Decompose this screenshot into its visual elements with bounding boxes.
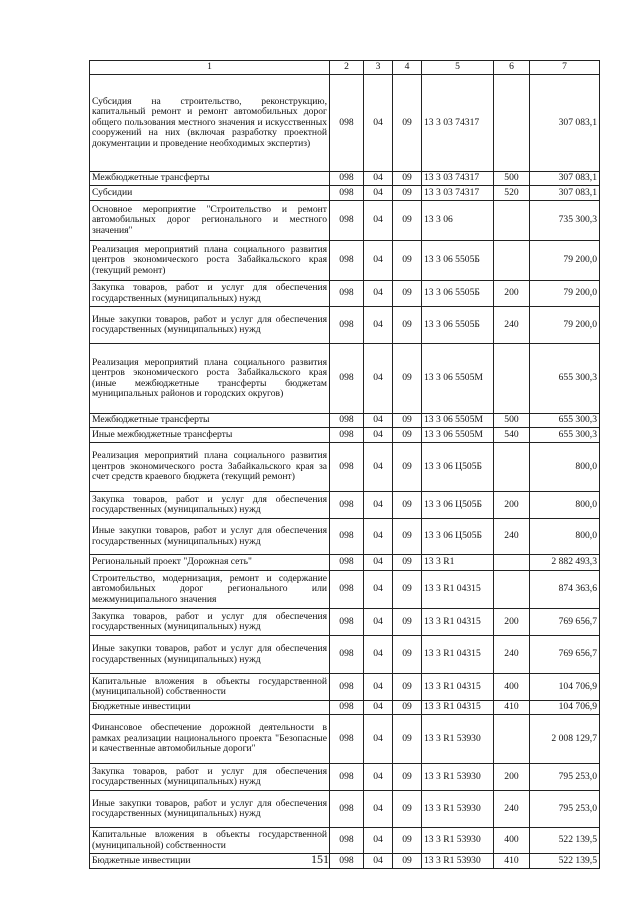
row-amount: 795 253,0 <box>530 791 600 828</box>
table-row <box>90 75 600 172</box>
row-subsection-code: 09 <box>393 307 422 344</box>
row-expense-type: 500 <box>494 172 530 186</box>
row-amount: 104 706,9 <box>530 674 600 701</box>
table-row <box>90 281 600 307</box>
row-name: Закупка товаров, работ и услуг для обеспечения государственных (муниципальных) нужд <box>90 764 330 791</box>
row-amount: 2 008 129,7 <box>530 715 600 764</box>
table-row <box>90 201 600 241</box>
row-amount: 655 300,3 <box>530 414 600 428</box>
row-subsection-code: 09 <box>393 443 422 492</box>
row-amount: 769 656,7 <box>530 636 600 674</box>
row-name: Реализация мероприятий плана социального развития центров экономического роста Забайкальского края (иные межбюджетные трансферты бюджетам муниципальных районов и городских округов) <box>90 344 330 414</box>
table-row <box>90 172 600 186</box>
row-subsection-code: 09 <box>393 791 422 828</box>
row-section-code: 04 <box>364 519 393 555</box>
row-name: Финансовое обеспечение дорожной деятельности в рамках реализации национального проекта "Безопасные и качественные автомобильные дороги" <box>90 715 330 764</box>
row-target-article: 13 3 06 5505Б <box>422 281 494 307</box>
budget-table <box>89 60 600 869</box>
row-name: Иные закупки товаров, работ и услуг для обеспечения государственных (муниципальных) нужд <box>90 519 330 555</box>
row-section-code: 04 <box>364 828 393 854</box>
table-row <box>90 609 600 636</box>
table-row <box>90 701 600 715</box>
table-row <box>90 492 600 519</box>
table-row <box>90 428 600 443</box>
row-amount: 79 200,0 <box>530 307 600 344</box>
row-target-article: 13 3 R1 04315 <box>422 571 494 609</box>
row-expense-type: 240 <box>494 519 530 555</box>
row-target-article: 13 3 R1 04315 <box>422 636 494 674</box>
row-section-code: 04 <box>364 492 393 519</box>
row-section-code: 04 <box>364 791 393 828</box>
row-section-code: 04 <box>364 636 393 674</box>
row-ministry-code: 098 <box>330 674 364 701</box>
row-amount: 874 363,6 <box>530 571 600 609</box>
row-section-code: 04 <box>364 201 393 241</box>
row-expense-type: 540 <box>494 428 530 443</box>
row-name: Межбюджетные трансферты <box>90 414 330 428</box>
row-subsection-code: 09 <box>393 75 422 172</box>
row-amount: 800,0 <box>530 492 600 519</box>
row-section-code: 04 <box>364 307 393 344</box>
row-section-code: 04 <box>364 715 393 764</box>
row-amount: 655 300,3 <box>530 344 600 414</box>
row-ministry-code: 098 <box>330 241 364 281</box>
row-section-code: 04 <box>364 555 393 571</box>
row-expense-type: 200 <box>494 764 530 791</box>
row-amount: 800,0 <box>530 443 600 492</box>
table-row <box>90 555 600 571</box>
row-ministry-code: 098 <box>330 186 364 201</box>
table-row <box>90 715 600 764</box>
row-ministry-code: 098 <box>330 75 364 172</box>
row-amount: 655 300,3 <box>530 428 600 443</box>
row-name: Строительство, модернизация, ремонт и содержание автомобильных дорог регионального или межмуниципального значения <box>90 571 330 609</box>
row-expense-type: 240 <box>494 307 530 344</box>
row-target-article: 13 3 06 Ц505Б <box>422 492 494 519</box>
row-target-article: 13 3 R1 04315 <box>422 701 494 715</box>
row-name: Бюджетные инвестиции <box>90 701 330 715</box>
row-name: Реализация мероприятий плана социального развития центров экономического роста Забайкальского края (текущий ремонт) <box>90 241 330 281</box>
row-target-article: 13 3 06 5505Б <box>422 307 494 344</box>
row-target-article: 13 3 06 5505М <box>422 428 494 443</box>
row-ministry-code: 098 <box>330 344 364 414</box>
row-section-code: 04 <box>364 414 393 428</box>
table-row <box>90 791 600 828</box>
row-ministry-code: 098 <box>330 443 364 492</box>
row-subsection-code: 09 <box>393 636 422 674</box>
row-name: Иные закупки товаров, работ и услуг для обеспечения государственных (муниципальных) нужд <box>90 307 330 344</box>
row-name: Реализация мероприятий плана социального развития центров экономического роста Забайкальского края за счет средств краевого бюджета (текущий ремонт) <box>90 443 330 492</box>
row-target-article: 13 3 R1 04315 <box>422 674 494 701</box>
table-row <box>90 519 600 555</box>
row-subsection-code: 09 <box>393 186 422 201</box>
row-target-article: 13 3 R1 53930 <box>422 791 494 828</box>
row-ministry-code: 098 <box>330 701 364 715</box>
row-section-code: 04 <box>364 344 393 414</box>
table-row <box>90 764 600 791</box>
row-name: Субсидии <box>90 186 330 201</box>
row-ministry-code: 098 <box>330 555 364 571</box>
row-name: Капитальные вложения в объекты государственной (муниципальной) собственности <box>90 674 330 701</box>
row-ministry-code: 098 <box>330 201 364 241</box>
row-amount: 307 083,1 <box>530 186 600 201</box>
row-amount: 522 139,5 <box>530 828 600 854</box>
row-amount: 800,0 <box>530 519 600 555</box>
table-row <box>90 414 600 428</box>
row-amount: 769 656,7 <box>530 609 600 636</box>
row-subsection-code: 09 <box>393 828 422 854</box>
row-subsection-code: 09 <box>393 715 422 764</box>
row-expense-type: 240 <box>494 791 530 828</box>
table-row <box>90 828 600 854</box>
row-subsection-code: 09 <box>393 764 422 791</box>
table-row <box>90 307 600 344</box>
row-section-code: 04 <box>364 701 393 715</box>
row-name: Межбюджетные трансферты <box>90 172 330 186</box>
table-row <box>90 443 600 492</box>
table-body <box>90 75 600 869</box>
row-expense-type <box>494 715 530 764</box>
row-target-article: 13 3 03 74317 <box>422 186 494 201</box>
row-subsection-code: 09 <box>393 555 422 571</box>
row-ministry-code: 098 <box>330 571 364 609</box>
row-amount: 2 882 493,3 <box>530 555 600 571</box>
column-header-amount: 7 <box>530 61 600 75</box>
row-target-article: 13 3 06 Ц505Б <box>422 519 494 555</box>
row-amount: 735 300,3 <box>530 201 600 241</box>
row-expense-type: 240 <box>494 636 530 674</box>
row-target-article: 13 3 03 74317 <box>422 75 494 172</box>
row-expense-type: 200 <box>494 492 530 519</box>
row-target-article: 13 3 R1 53930 <box>422 828 494 854</box>
row-amount: 79 200,0 <box>530 241 600 281</box>
row-name: Закупка товаров, работ и услуг для обеспечения государственных (муниципальных) нужд <box>90 609 330 636</box>
row-ministry-code: 098 <box>330 307 364 344</box>
row-subsection-code: 09 <box>393 701 422 715</box>
row-subsection-code: 09 <box>393 492 422 519</box>
row-section-code: 04 <box>364 428 393 443</box>
row-expense-type <box>494 443 530 492</box>
table-row <box>90 636 600 674</box>
row-name: Закупка товаров, работ и услуг для обеспечения государственных (муниципальных) нужд <box>90 281 330 307</box>
table-row <box>90 241 600 281</box>
row-name: Бюджетные инвестиции <box>90 854 330 869</box>
column-header-section: 3 <box>364 61 393 75</box>
row-expense-type: 400 <box>494 828 530 854</box>
row-target-article: 13 3 06 5505М <box>422 344 494 414</box>
row-expense-type: 520 <box>494 186 530 201</box>
row-section-code: 04 <box>364 186 393 201</box>
row-ministry-code: 098 <box>330 791 364 828</box>
row-subsection-code: 09 <box>393 428 422 443</box>
row-expense-type <box>494 201 530 241</box>
row-name: Иные закупки товаров, работ и услуг для обеспечения государственных (муниципальных) нужд <box>90 636 330 674</box>
row-expense-type: 200 <box>494 281 530 307</box>
table-header-row <box>90 61 600 75</box>
row-expense-type: 400 <box>494 674 530 701</box>
row-expense-type: 410 <box>494 701 530 715</box>
row-amount: 79 200,0 <box>530 281 600 307</box>
row-section-code: 04 <box>364 172 393 186</box>
row-ministry-code: 098 <box>330 172 364 186</box>
row-subsection-code: 09 <box>393 609 422 636</box>
row-subsection-code: 09 <box>393 674 422 701</box>
row-subsection-code: 09 <box>393 519 422 555</box>
row-expense-type: 500 <box>494 414 530 428</box>
row-target-article: 13 3 R1 53930 <box>422 764 494 791</box>
row-expense-type: 410 <box>494 854 530 869</box>
table-row <box>90 571 600 609</box>
row-section-code: 04 <box>364 764 393 791</box>
row-target-article: 13 3 R1 <box>422 555 494 571</box>
row-subsection-code: 09 <box>393 344 422 414</box>
row-name: Иные закупки товаров, работ и услуг для обеспечения государственных (муниципальных) нужд <box>90 791 330 828</box>
row-target-article: 13 3 06 5505М <box>422 414 494 428</box>
row-expense-type <box>494 344 530 414</box>
column-header-ministry: 2 <box>330 61 364 75</box>
row-expense-type <box>494 571 530 609</box>
table-row <box>90 344 600 414</box>
row-section-code: 04 <box>364 674 393 701</box>
row-name: Региональный проект "Дорожная сеть" <box>90 555 330 571</box>
row-subsection-code: 09 <box>393 414 422 428</box>
row-section-code: 04 <box>364 443 393 492</box>
page-number: 151 <box>311 852 329 866</box>
row-amount: 104 706,9 <box>530 701 600 715</box>
row-ministry-code: 098 <box>330 428 364 443</box>
row-ministry-code: 098 <box>330 636 364 674</box>
row-ministry-code: 098 <box>330 281 364 307</box>
row-section-code: 04 <box>364 854 393 869</box>
row-section-code: 04 <box>364 75 393 172</box>
row-name: Закупка товаров, работ и услуг для обеспечения государственных (муниципальных) нужд <box>90 492 330 519</box>
row-ministry-code: 098 <box>330 609 364 636</box>
column-header-subsection: 4 <box>393 61 422 75</box>
row-target-article: 13 3 06 Ц505Б <box>422 443 494 492</box>
row-amount: 795 253,0 <box>530 764 600 791</box>
table-row <box>90 674 600 701</box>
table-row <box>90 186 600 201</box>
column-header-target-article: 5 <box>422 61 494 75</box>
row-subsection-code: 09 <box>393 854 422 869</box>
row-ministry-code: 098 <box>330 492 364 519</box>
row-expense-type <box>494 555 530 571</box>
column-header-name: 1 <box>90 61 330 75</box>
row-section-code: 04 <box>364 241 393 281</box>
row-expense-type: 200 <box>494 609 530 636</box>
row-amount: 307 083,1 <box>530 172 600 186</box>
row-subsection-code: 09 <box>393 201 422 241</box>
row-target-article: 13 3 03 74317 <box>422 172 494 186</box>
row-target-article: 13 3 06 <box>422 201 494 241</box>
row-subsection-code: 09 <box>393 172 422 186</box>
row-name: Иные межбюджетные трансферты <box>90 428 330 443</box>
row-target-article: 13 3 R1 04315 <box>422 609 494 636</box>
row-name: Основное мероприятие "Строительство и ремонт автомобильных дорог регионального и местного значения" <box>90 201 330 241</box>
row-amount: 307 083,1 <box>530 75 600 172</box>
row-section-code: 04 <box>364 609 393 636</box>
row-target-article: 13 3 06 5505Б <box>422 241 494 281</box>
row-section-code: 04 <box>364 571 393 609</box>
row-ministry-code: 098 <box>330 764 364 791</box>
row-ministry-code: 098 <box>330 414 364 428</box>
row-ministry-code: 098 <box>330 519 364 555</box>
row-name: Капитальные вложения в объекты государственной (муниципальной) собственности <box>90 828 330 854</box>
row-ministry-code: 098 <box>330 715 364 764</box>
row-section-code: 04 <box>364 281 393 307</box>
row-subsection-code: 09 <box>393 241 422 281</box>
row-name: Субсидия на строительство, реконструкцию, капитальный ремонт и ремонт автомобильных дорог общего пользования местного значения и искусственных сооружений на них (включая разработку проектной документации и проведение необходимых экспертиз) <box>90 75 330 172</box>
row-amount: 522 139,5 <box>530 854 600 869</box>
column-header-expense-type: 6 <box>494 61 530 75</box>
row-target-article: 13 3 R1 53930 <box>422 854 494 869</box>
row-ministry-code: 098 <box>330 828 364 854</box>
row-expense-type <box>494 75 530 172</box>
row-subsection-code: 09 <box>393 571 422 609</box>
row-subsection-code: 09 <box>393 281 422 307</box>
row-target-article: 13 3 R1 53930 <box>422 715 494 764</box>
row-expense-type <box>494 241 530 281</box>
row-ministry-code: 098 <box>330 854 364 869</box>
